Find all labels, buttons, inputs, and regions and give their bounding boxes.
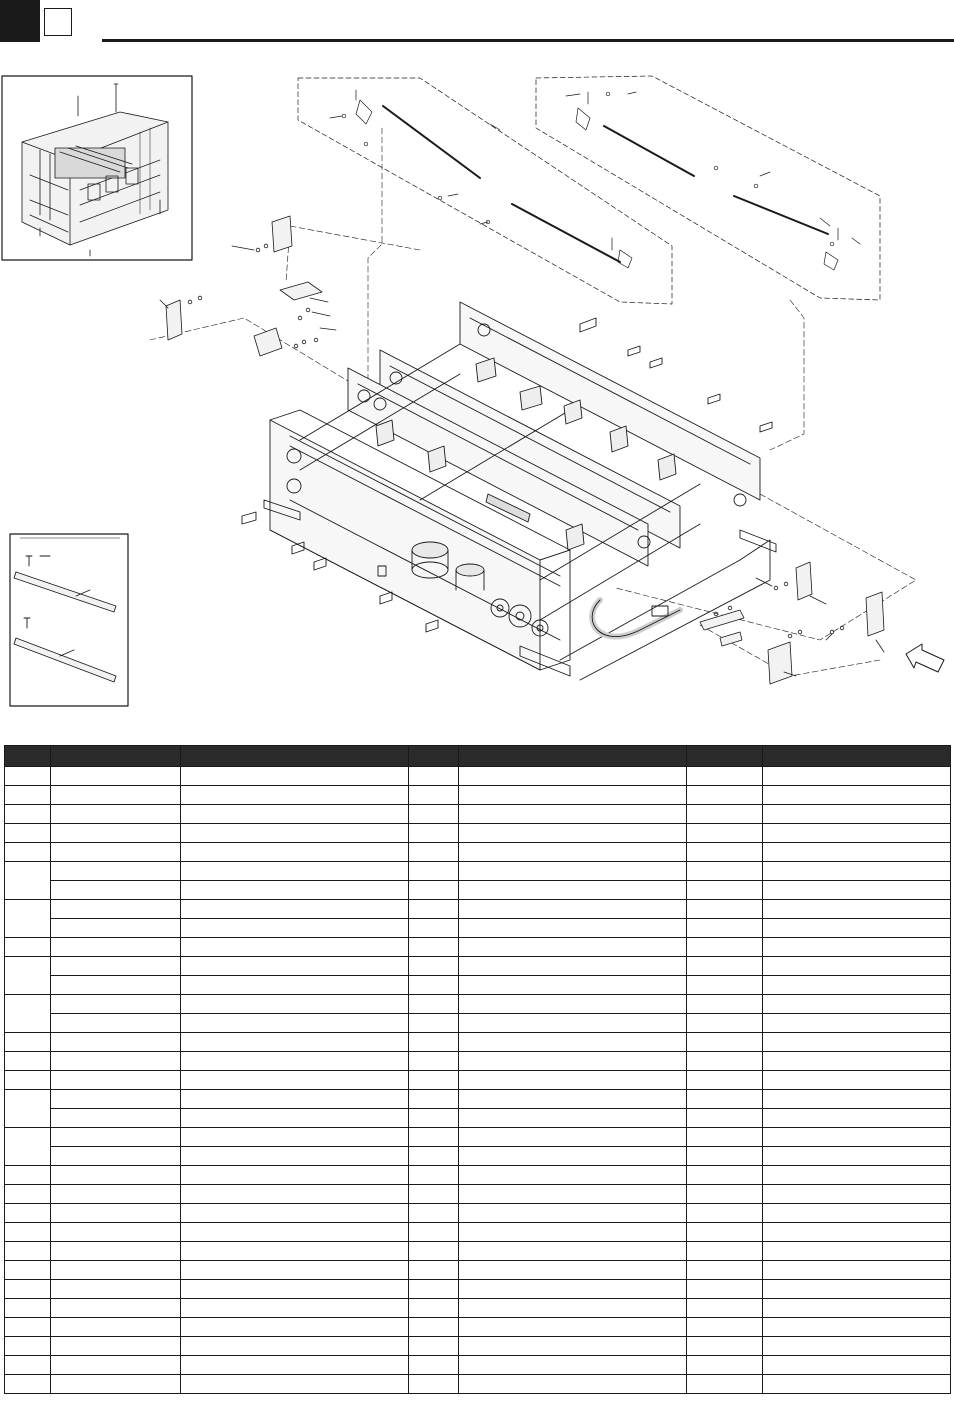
table-cell xyxy=(181,1147,409,1166)
table-cell xyxy=(459,1052,687,1071)
table-cell xyxy=(51,1166,181,1185)
upper-left-detail-group xyxy=(298,78,672,304)
table-cell xyxy=(459,995,687,1014)
table-cell xyxy=(459,1147,687,1166)
table-cell xyxy=(459,843,687,862)
table-cell xyxy=(459,1223,687,1242)
table-cell xyxy=(409,1204,459,1223)
table-cell xyxy=(687,1318,763,1337)
table-cell xyxy=(181,976,409,995)
table-cell xyxy=(409,881,459,900)
table-cell xyxy=(459,1185,687,1204)
table-cell xyxy=(459,1242,687,1261)
table-cell xyxy=(687,1242,763,1261)
table-cell xyxy=(51,881,181,900)
table-row xyxy=(5,843,951,862)
column-header xyxy=(181,746,409,767)
section-marker-box xyxy=(44,8,72,36)
table-cell xyxy=(687,1185,763,1204)
table-cell xyxy=(687,976,763,995)
item-number-cell xyxy=(5,1356,51,1375)
table-cell xyxy=(687,1052,763,1071)
table-cell xyxy=(51,1318,181,1337)
table-cell xyxy=(459,1128,687,1147)
item-number-cell xyxy=(5,767,51,786)
table-row xyxy=(5,1014,951,1033)
table-cell xyxy=(687,1109,763,1128)
table-row xyxy=(5,1280,951,1299)
table-cell xyxy=(763,1375,951,1394)
table-cell xyxy=(459,786,687,805)
table-row xyxy=(5,1242,951,1261)
table-cell xyxy=(459,900,687,919)
table-cell xyxy=(181,1337,409,1356)
table-cell xyxy=(763,1318,951,1337)
table-cell xyxy=(181,1204,409,1223)
item-number-cell xyxy=(5,1128,51,1166)
table-cell xyxy=(51,1280,181,1299)
table-cell xyxy=(687,786,763,805)
machine-overview-drawing xyxy=(2,76,192,260)
table-cell xyxy=(763,1242,951,1261)
item-number-cell xyxy=(5,1242,51,1261)
table-cell xyxy=(763,1071,951,1090)
item-number-cell xyxy=(5,1185,51,1204)
table-cell xyxy=(409,1356,459,1375)
table-cell xyxy=(763,1014,951,1033)
table-header-row xyxy=(5,746,951,767)
table-row xyxy=(5,1318,951,1337)
table-cell xyxy=(687,1261,763,1280)
table-row xyxy=(5,1052,951,1071)
table-cell xyxy=(409,995,459,1014)
item-number-cell xyxy=(5,805,51,824)
table-cell xyxy=(181,1166,409,1185)
table-cell xyxy=(409,1299,459,1318)
table-cell xyxy=(687,995,763,1014)
table-cell xyxy=(181,767,409,786)
table-cell xyxy=(51,1052,181,1071)
table-cell xyxy=(687,957,763,976)
table-cell xyxy=(409,1375,459,1394)
table-cell xyxy=(763,1280,951,1299)
table-row xyxy=(5,786,951,805)
exploded-parts-diagram xyxy=(0,60,954,740)
table-cell xyxy=(51,1033,181,1052)
table-cell xyxy=(181,824,409,843)
item-number-cell xyxy=(5,1052,51,1071)
table-cell xyxy=(181,1109,409,1128)
table-cell xyxy=(687,1090,763,1109)
table-cell xyxy=(409,824,459,843)
table-cell xyxy=(409,1033,459,1052)
table-cell xyxy=(409,805,459,824)
table-cell xyxy=(459,881,687,900)
item-number-cell xyxy=(5,1299,51,1318)
table-cell xyxy=(763,1356,951,1375)
table-row xyxy=(5,1109,951,1128)
table-cell xyxy=(51,1375,181,1394)
table-cell xyxy=(763,1299,951,1318)
table-cell xyxy=(459,1337,687,1356)
table-cell xyxy=(687,824,763,843)
table-cell xyxy=(51,1128,181,1147)
table-cell xyxy=(51,1071,181,1090)
table-cell xyxy=(181,919,409,938)
header-rule xyxy=(102,39,954,42)
table-cell xyxy=(51,919,181,938)
parts-table-body xyxy=(5,767,951,1394)
table-cell xyxy=(687,843,763,862)
column-header xyxy=(763,746,951,767)
table-cell xyxy=(459,1356,687,1375)
table-row xyxy=(5,900,951,919)
table-row xyxy=(5,1090,951,1109)
table-row xyxy=(5,1033,951,1052)
table-cell xyxy=(459,824,687,843)
table-cell xyxy=(459,1166,687,1185)
item-number-cell xyxy=(5,1261,51,1280)
column-header xyxy=(409,746,459,767)
table-row xyxy=(5,862,951,881)
table-cell xyxy=(763,1166,951,1185)
table-cell xyxy=(409,1242,459,1261)
table-row xyxy=(5,957,951,976)
view-direction-arrow-icon xyxy=(906,644,944,672)
table-cell xyxy=(459,1318,687,1337)
table-row xyxy=(5,1128,951,1147)
table-cell xyxy=(181,1128,409,1147)
table-cell xyxy=(763,1147,951,1166)
table-cell xyxy=(763,1185,951,1204)
table-cell xyxy=(181,938,409,957)
table-cell xyxy=(687,1280,763,1299)
table-cell xyxy=(459,1033,687,1052)
table-cell xyxy=(459,938,687,957)
table-cell xyxy=(687,1356,763,1375)
table-cell xyxy=(763,881,951,900)
table-cell xyxy=(687,1166,763,1185)
table-cell xyxy=(409,1166,459,1185)
item-number-cell xyxy=(5,1090,51,1128)
table-row xyxy=(5,1204,951,1223)
table-cell xyxy=(51,1242,181,1261)
section-marker-block xyxy=(0,0,40,42)
table-row xyxy=(5,1071,951,1090)
table-cell xyxy=(181,1356,409,1375)
table-cell xyxy=(51,1014,181,1033)
upper-right-detail-group xyxy=(536,76,880,300)
table-cell xyxy=(181,900,409,919)
table-cell xyxy=(763,1052,951,1071)
table-cell xyxy=(409,900,459,919)
item-number-cell xyxy=(5,1375,51,1394)
table-cell xyxy=(181,805,409,824)
table-row xyxy=(5,824,951,843)
table-cell xyxy=(687,1033,763,1052)
table-row xyxy=(5,1261,951,1280)
table-cell xyxy=(763,786,951,805)
item-number-cell xyxy=(5,1204,51,1223)
table-row xyxy=(5,881,951,900)
table-cell xyxy=(51,1356,181,1375)
table-cell xyxy=(763,805,951,824)
table-cell xyxy=(459,805,687,824)
table-cell xyxy=(409,1128,459,1147)
table-cell xyxy=(181,1052,409,1071)
table-cell xyxy=(409,957,459,976)
table-cell xyxy=(763,843,951,862)
table-cell xyxy=(459,1014,687,1033)
table-cell xyxy=(409,1090,459,1109)
item-number-cell xyxy=(5,1223,51,1242)
rail-and-screw-inset-drawing xyxy=(10,534,128,706)
item-number-cell xyxy=(5,862,51,900)
item-number-cell xyxy=(5,957,51,995)
column-header xyxy=(459,746,687,767)
table-cell xyxy=(763,1261,951,1280)
item-number-cell xyxy=(5,843,51,862)
table-cell xyxy=(459,1280,687,1299)
table-cell xyxy=(409,919,459,938)
table-cell xyxy=(763,976,951,995)
table-cell xyxy=(459,1109,687,1128)
table-row xyxy=(5,1185,951,1204)
table-cell xyxy=(51,1090,181,1109)
table-cell xyxy=(459,1375,687,1394)
table-cell xyxy=(459,976,687,995)
table-cell xyxy=(51,862,181,881)
table-cell xyxy=(51,1109,181,1128)
item-number-cell xyxy=(5,1071,51,1090)
table-cell xyxy=(409,1052,459,1071)
table-cell xyxy=(51,1299,181,1318)
column-header xyxy=(5,746,51,767)
item-number-cell xyxy=(5,1033,51,1052)
table-cell xyxy=(459,1204,687,1223)
table-cell xyxy=(763,900,951,919)
table-cell xyxy=(687,1128,763,1147)
table-cell xyxy=(51,786,181,805)
table-cell xyxy=(409,976,459,995)
table-cell xyxy=(687,1299,763,1318)
table-cell xyxy=(763,862,951,881)
table-cell xyxy=(763,1223,951,1242)
table-cell xyxy=(409,843,459,862)
table-cell xyxy=(687,1337,763,1356)
table-cell xyxy=(459,767,687,786)
item-number-cell xyxy=(5,824,51,843)
column-header xyxy=(51,746,181,767)
table-cell xyxy=(687,1204,763,1223)
table-cell xyxy=(763,995,951,1014)
table-cell xyxy=(51,1185,181,1204)
table-cell xyxy=(687,881,763,900)
column-header xyxy=(687,746,763,767)
item-number-cell xyxy=(5,1337,51,1356)
table-cell xyxy=(409,1280,459,1299)
table-cell xyxy=(763,1204,951,1223)
table-cell xyxy=(459,1299,687,1318)
table-cell xyxy=(409,1261,459,1280)
table-cell xyxy=(51,1337,181,1356)
table-cell xyxy=(763,957,951,976)
table-cell xyxy=(763,1128,951,1147)
table-cell xyxy=(409,1147,459,1166)
table-cell xyxy=(51,995,181,1014)
table-row xyxy=(5,1337,951,1356)
table-cell xyxy=(763,1337,951,1356)
table-cell xyxy=(409,1109,459,1128)
right-bracket-details xyxy=(700,562,884,684)
table-cell xyxy=(181,1280,409,1299)
table-cell xyxy=(409,1185,459,1204)
table-cell xyxy=(459,1071,687,1090)
table-cell xyxy=(687,1375,763,1394)
table-cell xyxy=(51,1261,181,1280)
table-cell xyxy=(763,767,951,786)
table-cell xyxy=(687,1223,763,1242)
table-cell xyxy=(763,1090,951,1109)
table-cell xyxy=(763,938,951,957)
table-cell xyxy=(51,938,181,957)
table-row xyxy=(5,1223,951,1242)
item-number-cell xyxy=(5,1166,51,1185)
table-cell xyxy=(409,767,459,786)
table-cell xyxy=(687,1014,763,1033)
table-cell xyxy=(181,1242,409,1261)
table-cell xyxy=(181,1014,409,1033)
table-row xyxy=(5,938,951,957)
table-cell xyxy=(409,1318,459,1337)
item-number-cell xyxy=(5,938,51,957)
table-cell xyxy=(181,881,409,900)
item-number-cell xyxy=(5,1318,51,1337)
table-cell xyxy=(459,1261,687,1280)
table-cell xyxy=(181,1375,409,1394)
table-cell xyxy=(181,862,409,881)
table-cell xyxy=(687,1071,763,1090)
table-cell xyxy=(51,957,181,976)
left-bracket-details xyxy=(160,216,336,356)
table-row xyxy=(5,1147,951,1166)
table-cell xyxy=(409,862,459,881)
table-row xyxy=(5,976,951,995)
table-row xyxy=(5,995,951,1014)
table-cell xyxy=(51,843,181,862)
table-cell xyxy=(51,1204,181,1223)
table-cell xyxy=(409,1337,459,1356)
item-number-cell xyxy=(5,995,51,1033)
table-cell xyxy=(181,1185,409,1204)
table-cell xyxy=(409,938,459,957)
table-row xyxy=(5,1356,951,1375)
table-cell xyxy=(181,1033,409,1052)
table-cell xyxy=(51,824,181,843)
table-row xyxy=(5,767,951,786)
table-cell xyxy=(763,919,951,938)
item-number-cell xyxy=(5,786,51,805)
table-cell xyxy=(459,919,687,938)
table-cell xyxy=(181,1090,409,1109)
parts-list-table xyxy=(4,745,951,1394)
table-cell xyxy=(687,900,763,919)
table-cell xyxy=(687,862,763,881)
table-cell xyxy=(409,1071,459,1090)
table-cell xyxy=(409,1223,459,1242)
table-cell xyxy=(51,976,181,995)
table-cell xyxy=(181,1223,409,1242)
table-cell xyxy=(687,767,763,786)
table-cell xyxy=(181,1261,409,1280)
table-row xyxy=(5,805,951,824)
table-cell xyxy=(409,786,459,805)
table-cell xyxy=(181,1318,409,1337)
table-cell xyxy=(181,957,409,976)
item-number-cell xyxy=(5,1280,51,1299)
table-row xyxy=(5,1299,951,1318)
table-cell xyxy=(409,1014,459,1033)
table-cell xyxy=(51,900,181,919)
table-cell xyxy=(687,1147,763,1166)
table-row xyxy=(5,1166,951,1185)
table-cell xyxy=(459,957,687,976)
item-number-cell xyxy=(5,900,51,938)
table-cell xyxy=(181,843,409,862)
table-cell xyxy=(459,862,687,881)
table-cell xyxy=(181,786,409,805)
table-cell xyxy=(763,824,951,843)
table-cell xyxy=(763,1033,951,1052)
table-cell xyxy=(763,1109,951,1128)
table-row xyxy=(5,919,951,938)
table-row xyxy=(5,1375,951,1394)
table-cell xyxy=(459,1090,687,1109)
table-cell xyxy=(181,1071,409,1090)
table-cell xyxy=(51,1223,181,1242)
table-cell xyxy=(51,805,181,824)
table-cell xyxy=(51,1147,181,1166)
table-cell xyxy=(181,1299,409,1318)
table-cell xyxy=(687,805,763,824)
table-cell xyxy=(51,767,181,786)
table-cell xyxy=(687,938,763,957)
table-cell xyxy=(181,995,409,1014)
conveyor-frame xyxy=(242,302,776,680)
table-cell xyxy=(687,919,763,938)
